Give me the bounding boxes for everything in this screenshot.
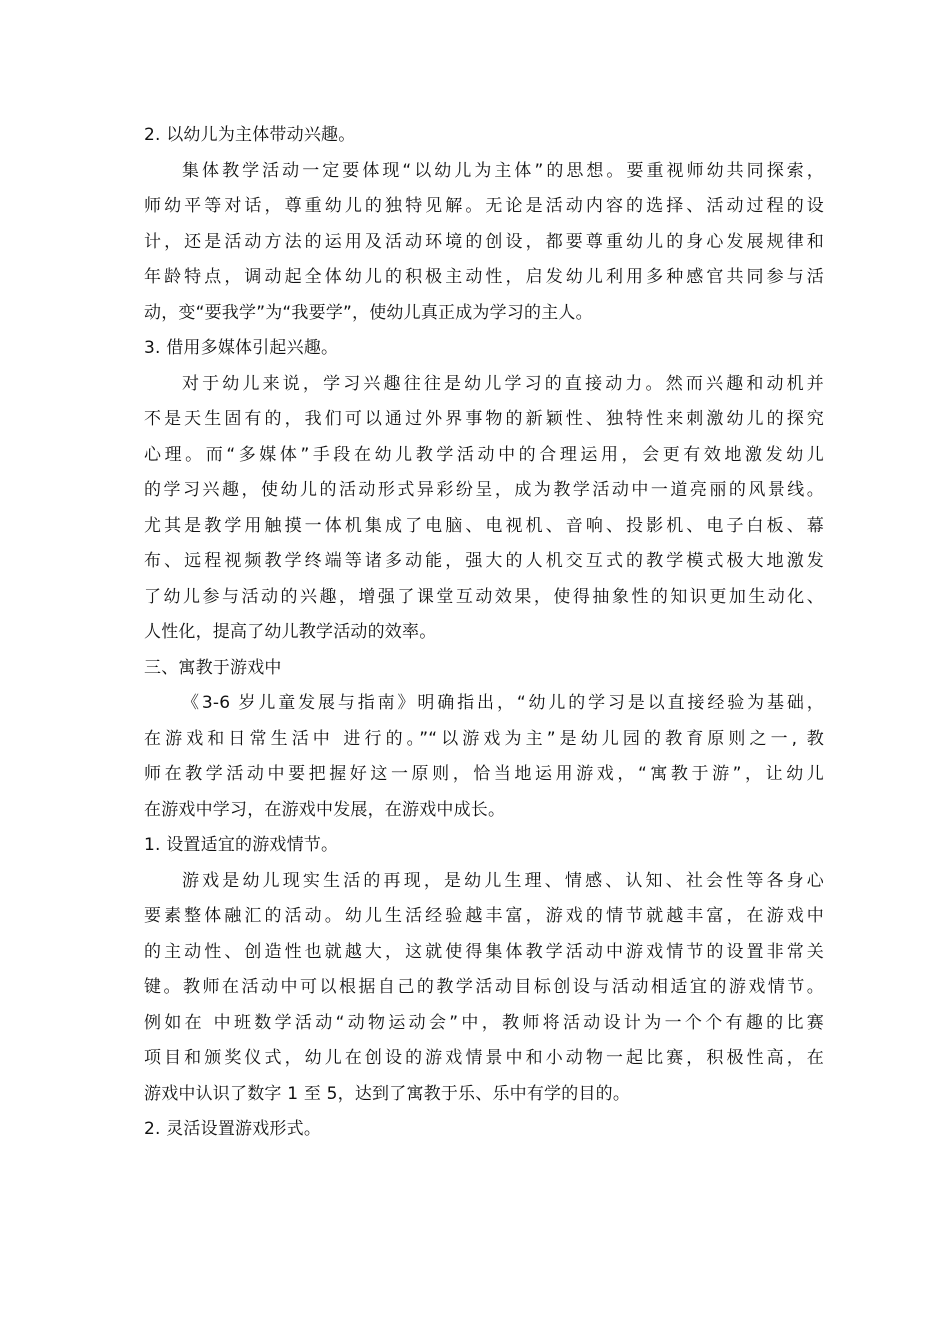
paragraph-line: 项目和颁奖仪式，幼儿在创设的游戏情景中和小动物一起比赛，积极性高，在 [144,1048,824,1068]
paragraph-line: 师在教学活动中要把握好这一原则，恰当地运用游戏，“寓教于游”，让幼儿 [144,764,824,784]
paragraph-line: 的主动性、创造性也就越大，这就使得集体教学活动中游戏情节的设置非常关 [144,941,824,962]
paragraph-line: 计，还是活动方法的运用及活动环境的创设，都要尊重幼儿的身心发展规律和 [144,231,824,252]
paragraph-line: 了幼儿参与活动的兴趣，增强了课堂互动效果，使得抽象性的知识更加生动化、 [144,586,824,607]
paragraph-line: 例如在 中班数学活动“动物运动会”中，教师将活动设计为一个个有趣的比赛 [144,1012,824,1033]
heading-interest-child-subject: 2. 以幼儿为主体带动兴趣。 [144,125,356,145]
paragraph-line: 人性化，提高了幼儿教学活动的效率。 [144,622,437,642]
document-body [144,118,824,1148]
paragraph-line: 在游戏中学习，在游戏中发展，在游戏中成长。 [144,799,506,820]
paragraph-line: 要素整体融汇的活动。幼儿生活经验越丰富，游戏的情节就越丰富，在游戏中 [144,906,824,926]
heading-multimedia-interest: 3. 借用多媒体引起兴趣。 [144,338,339,358]
paragraph-line: 布、远程视频教学终端等诸多动能，强大的人机交互式的教学模式极大地激发 [144,551,824,571]
paragraph-line: 动，变“要我学”为“我要学”，使幼儿真正成为学习的主人。 [144,302,593,323]
paragraph-line: 的学习兴趣，使幼儿的活动形式异彩纷呈，成为教学活动中一道亮丽的风景线。 [144,480,824,500]
paragraph-line: 集体教学活动一定要体现“以幼儿为主体”的思想。要重视师幼共同探索， [182,160,824,181]
heading-game-plot: 1. 设置适宜的游戏情节。 [144,835,339,855]
paragraph-line: 不是天生固有的，我们可以通过外界事物的新颖性、独特性来刺激幼儿的探究 [144,409,824,429]
paragraph-line: 游戏中认识了数字 1 至 5，达到了寓教于乐、乐中有学的目的。 [144,1083,631,1104]
paragraph-line: 对于幼儿来说，学习兴趣往往是幼儿学习的直接动力。然而兴趣和动机并 [182,373,824,394]
heading-game-form: 2. 灵活设置游戏形式。 [144,1119,322,1139]
paragraph-line: 键。教师在活动中可以根据自己的教学活动目标创设与活动相适宜的游戏情节。 [144,977,824,997]
paragraph-line: 《3-6 岁儿童发展与指南》明确指出，“幼儿的学习是以直接经验为基础， [182,693,824,713]
paragraph-line: 年龄特点，调动起全体幼儿的积极主动性，启发幼儿利用多种感官共同参与活 [144,267,824,287]
paragraph-line: 在游戏和日常生活中 进行的。”“以游戏为主”是幼儿园的教育原则之一, 教 [144,728,824,749]
paragraph-line: 师幼平等对话，尊重幼儿的独特见解。无论是活动内容的选择、活动过程的设 [144,196,824,216]
section-heading-games: 三、寓教于游戏中 [144,657,282,678]
paragraph-line: 尤其是教学用触摸一体机集成了电脑、电视机、音响、投影机、电子白板、幕 [144,515,824,536]
paragraph-line: 心理。而“多媒体”手段在幼儿教学活动中的合理运用，会更有效地激发幼儿 [144,444,824,465]
paragraph-line: 游戏是幼儿现实生活的再现，是幼儿生理、情感、认知、社会性等各身心 [182,870,824,891]
